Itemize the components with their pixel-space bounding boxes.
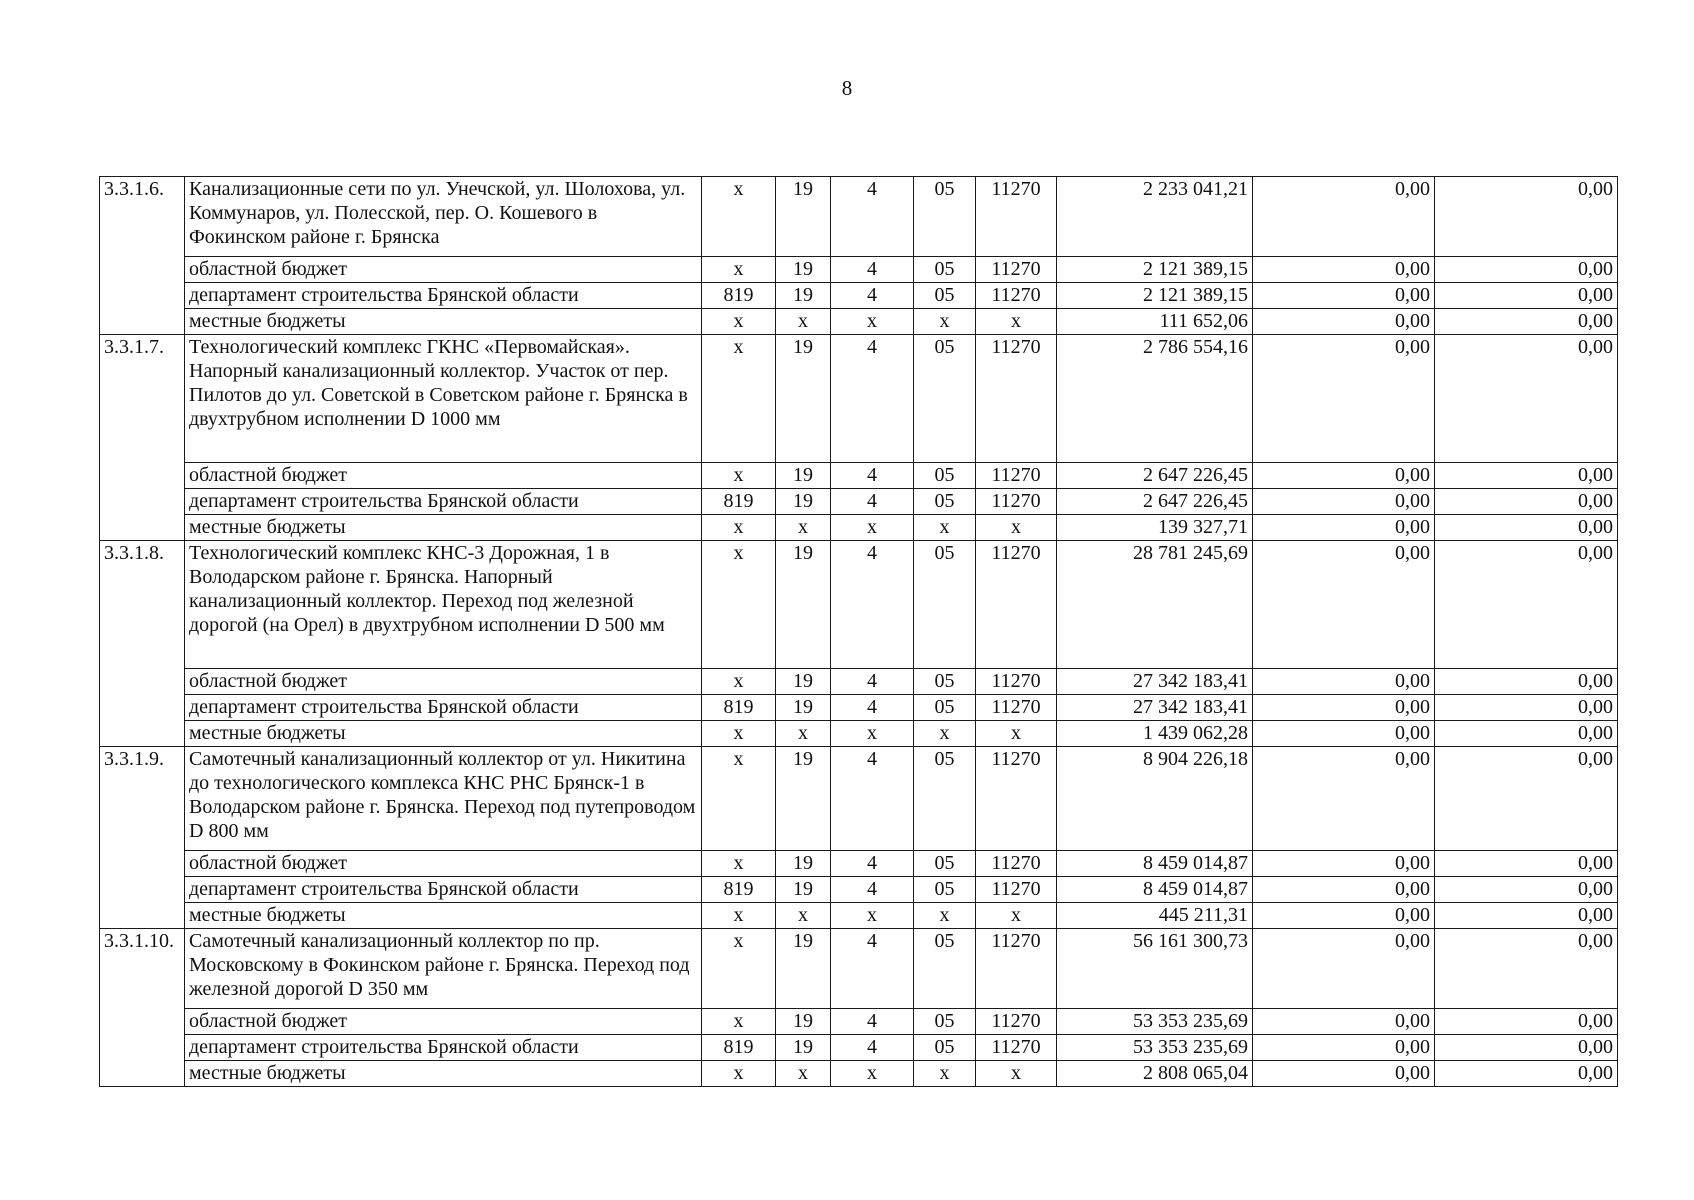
amount-cell: 0,00 — [1253, 929, 1435, 1009]
classification-cell: 4 — [831, 1035, 914, 1061]
amount-cell: 8 459 014,87 — [1057, 851, 1253, 877]
classification-cell: x — [914, 903, 976, 929]
classification-cell: x — [976, 903, 1057, 929]
classification-cell: x — [702, 541, 776, 669]
classification-cell: 05 — [914, 877, 976, 903]
funding-source-name: департамент строительства Брянской области — [185, 877, 702, 903]
table-subrow — [100, 515, 1618, 541]
amount-cell: 0,00 — [1435, 515, 1618, 541]
funding-source-name: областной бюджет — [185, 851, 702, 877]
table-subrow — [100, 1061, 1618, 1087]
classification-cell: 05 — [914, 335, 976, 463]
funding-source-name: областной бюджет — [185, 463, 702, 489]
funding-source-name: департамент строительства Брянской области — [185, 283, 702, 309]
table-subrow — [100, 1035, 1618, 1061]
classification-cell: x — [702, 1009, 776, 1035]
amount-cell: 0,00 — [1435, 541, 1618, 669]
amount-cell: 0,00 — [1435, 669, 1618, 695]
table-body — [100, 177, 1618, 1087]
classification-cell: x — [702, 463, 776, 489]
classification-cell: 4 — [831, 283, 914, 309]
item-code-empty — [100, 903, 185, 929]
classification-cell: 11270 — [976, 851, 1057, 877]
classification-cell: x — [702, 929, 776, 1009]
classification-cell: 11270 — [976, 489, 1057, 515]
classification-cell: 11270 — [976, 929, 1057, 1009]
item-code: 3.3.1.10. — [100, 929, 185, 1009]
classification-cell: 19 — [776, 851, 831, 877]
classification-cell: 11270 — [976, 669, 1057, 695]
amount-cell: 2 121 389,15 — [1057, 257, 1253, 283]
amount-cell: 0,00 — [1435, 283, 1618, 309]
amount-cell: 0,00 — [1435, 747, 1618, 851]
classification-cell: x — [702, 309, 776, 335]
classification-cell: x — [914, 721, 976, 747]
classification-cell: x — [976, 1061, 1057, 1087]
classification-cell: 19 — [776, 669, 831, 695]
table-row — [100, 541, 1618, 669]
table-subrow — [100, 669, 1618, 695]
item-code-empty — [100, 515, 185, 541]
amount-cell: 8 904 226,18 — [1057, 747, 1253, 851]
amount-cell: 0,00 — [1253, 541, 1435, 669]
classification-cell: 11270 — [976, 1009, 1057, 1035]
amount-cell: 2 647 226,45 — [1057, 489, 1253, 515]
classification-cell: 05 — [914, 747, 976, 851]
funding-source-name: департамент строительства Брянской области — [185, 695, 702, 721]
item-code-empty — [100, 309, 185, 335]
classification-cell: 4 — [831, 177, 914, 257]
amount-cell: 0,00 — [1253, 335, 1435, 463]
item-code: 3.3.1.9. — [100, 747, 185, 851]
item-name: Технологический комплекс ГКНС «Первомайская». Напорный канализационный коллектор. Участок от пер. Пилотов до ул. Советской в Советском районе г. Брянска в двухтрубном исполнении D 1000 мм — [185, 335, 702, 463]
funding-source-name: местные бюджеты — [185, 721, 702, 747]
table-subrow — [100, 903, 1618, 929]
classification-cell: x — [702, 177, 776, 257]
classification-cell: x — [776, 309, 831, 335]
classification-cell: x — [976, 721, 1057, 747]
amount-cell: 2 647 226,45 — [1057, 463, 1253, 489]
classification-cell: 19 — [776, 747, 831, 851]
classification-cell: 4 — [831, 541, 914, 669]
classification-cell: 11270 — [976, 283, 1057, 309]
classification-cell: 4 — [831, 335, 914, 463]
item-code-empty — [100, 851, 185, 877]
classification-cell: x — [831, 1061, 914, 1087]
classification-cell: 4 — [831, 877, 914, 903]
classification-cell: x — [831, 309, 914, 335]
amount-cell: 0,00 — [1253, 177, 1435, 257]
classification-cell: 19 — [776, 335, 831, 463]
classification-cell: 11270 — [976, 877, 1057, 903]
classification-cell: 19 — [776, 257, 831, 283]
classification-cell: 4 — [831, 929, 914, 1009]
classification-cell: 19 — [776, 463, 831, 489]
table-row — [100, 929, 1618, 1009]
amount-cell: 28 781 245,69 — [1057, 541, 1253, 669]
funding-source-name: областной бюджет — [185, 257, 702, 283]
amount-cell: 0,00 — [1253, 747, 1435, 851]
funding-source-name: департамент строительства Брянской области — [185, 1035, 702, 1061]
classification-cell: 19 — [776, 695, 831, 721]
amount-cell: 0,00 — [1435, 721, 1618, 747]
amount-cell: 8 459 014,87 — [1057, 877, 1253, 903]
classification-cell: 05 — [914, 283, 976, 309]
amount-cell: 0,00 — [1435, 463, 1618, 489]
table-row — [100, 177, 1618, 257]
classification-cell: 11270 — [976, 177, 1057, 257]
amount-cell: 0,00 — [1253, 463, 1435, 489]
classification-cell: 11270 — [976, 695, 1057, 721]
funding-source-name: местные бюджеты — [185, 309, 702, 335]
classification-cell: x — [914, 515, 976, 541]
amount-cell: 2 808 065,04 — [1057, 1061, 1253, 1087]
item-code-empty — [100, 463, 185, 489]
amount-cell: 0,00 — [1435, 1061, 1618, 1087]
classification-cell: 05 — [914, 929, 976, 1009]
classification-cell: 11270 — [976, 747, 1057, 851]
amount-cell: 53 353 235,69 — [1057, 1035, 1253, 1061]
classification-cell: 05 — [914, 541, 976, 669]
amount-cell: 0,00 — [1435, 177, 1618, 257]
classification-cell: 4 — [831, 669, 914, 695]
classification-cell: 819 — [702, 1035, 776, 1061]
item-code-empty — [100, 877, 185, 903]
item-code-empty — [100, 489, 185, 515]
funding-source-name: местные бюджеты — [185, 1061, 702, 1087]
classification-cell: 819 — [702, 283, 776, 309]
classification-cell: 4 — [831, 851, 914, 877]
item-code-empty — [100, 283, 185, 309]
classification-cell: x — [976, 309, 1057, 335]
classification-cell: 4 — [831, 463, 914, 489]
amount-cell: 0,00 — [1435, 257, 1618, 283]
classification-cell: x — [702, 903, 776, 929]
table-row — [100, 747, 1618, 851]
classification-cell: 4 — [831, 1009, 914, 1035]
classification-cell: 05 — [914, 669, 976, 695]
amount-cell: 0,00 — [1253, 1035, 1435, 1061]
table-subrow — [100, 309, 1618, 335]
classification-cell: 19 — [776, 1009, 831, 1035]
amount-cell: 0,00 — [1253, 669, 1435, 695]
amount-cell: 0,00 — [1435, 1035, 1618, 1061]
amount-cell: 0,00 — [1253, 1061, 1435, 1087]
amount-cell: 0,00 — [1253, 721, 1435, 747]
amount-cell: 0,00 — [1253, 309, 1435, 335]
classification-cell: x — [702, 851, 776, 877]
table-subrow — [100, 721, 1618, 747]
amount-cell: 56 161 300,73 — [1057, 929, 1253, 1009]
amount-cell: 111 652,06 — [1057, 309, 1253, 335]
amount-cell: 27 342 183,41 — [1057, 669, 1253, 695]
classification-cell: 19 — [776, 177, 831, 257]
amount-cell: 0,00 — [1435, 903, 1618, 929]
budget-table — [99, 176, 1618, 1087]
classification-cell: 05 — [914, 463, 976, 489]
classification-cell: 05 — [914, 489, 976, 515]
amount-cell: 53 353 235,69 — [1057, 1009, 1253, 1035]
item-code-empty — [100, 257, 185, 283]
table-subrow — [100, 695, 1618, 721]
amount-cell: 0,00 — [1253, 877, 1435, 903]
classification-cell: 4 — [831, 489, 914, 515]
amount-cell: 2 233 041,21 — [1057, 177, 1253, 257]
amount-cell: 0,00 — [1435, 1009, 1618, 1035]
amount-cell: 0,00 — [1435, 695, 1618, 721]
item-code-empty — [100, 695, 185, 721]
classification-cell: x — [776, 903, 831, 929]
amount-cell: 0,00 — [1435, 309, 1618, 335]
amount-cell: 139 327,71 — [1057, 515, 1253, 541]
table-row — [100, 335, 1618, 463]
classification-cell: x — [702, 257, 776, 283]
amount-cell: 0,00 — [1253, 515, 1435, 541]
classification-cell: x — [976, 515, 1057, 541]
classification-cell: x — [702, 335, 776, 463]
item-code: 3.3.1.6. — [100, 177, 185, 257]
classification-cell: 4 — [831, 747, 914, 851]
amount-cell: 0,00 — [1435, 851, 1618, 877]
amount-cell: 2 786 554,16 — [1057, 335, 1253, 463]
classification-cell: x — [831, 721, 914, 747]
amount-cell: 0,00 — [1253, 903, 1435, 929]
amount-cell: 2 121 389,15 — [1057, 283, 1253, 309]
classification-cell: 19 — [776, 877, 831, 903]
classification-cell: x — [914, 1061, 976, 1087]
classification-cell: 4 — [831, 257, 914, 283]
classification-cell: 05 — [914, 695, 976, 721]
amount-cell: 1 439 062,28 — [1057, 721, 1253, 747]
classification-cell: x — [831, 903, 914, 929]
item-name: Самотечный канализационный коллектор от ул. Никитина до технологического комплекса КНС РНС Брянск-1 в Володарском районе г. Брянска. Переход под путепроводом D 800 мм — [185, 747, 702, 851]
amount-cell: 0,00 — [1253, 851, 1435, 877]
item-code-empty — [100, 721, 185, 747]
classification-cell: x — [914, 309, 976, 335]
funding-source-name: областной бюджет — [185, 669, 702, 695]
classification-cell: 819 — [702, 695, 776, 721]
classification-cell: 819 — [702, 877, 776, 903]
classification-cell: x — [831, 515, 914, 541]
item-code: 3.3.1.7. — [100, 335, 185, 463]
table-subrow — [100, 1009, 1618, 1035]
classification-cell: 19 — [776, 1035, 831, 1061]
amount-cell: 0,00 — [1435, 929, 1618, 1009]
amount-cell: 0,00 — [1435, 335, 1618, 463]
table-subrow — [100, 283, 1618, 309]
amount-cell: 0,00 — [1253, 1009, 1435, 1035]
amount-cell: 0,00 — [1253, 489, 1435, 515]
classification-cell: x — [776, 515, 831, 541]
classification-cell: x — [702, 747, 776, 851]
item-name: Технологический комплекс КНС-3 Дорожная, 1 в Володарском районе г. Брянска. Напорный канализационный коллектор. Переход под железной дорогой (на Орел) в двухтрубном исполнении D 500 мм — [185, 541, 702, 669]
amount-cell: 0,00 — [1435, 877, 1618, 903]
item-code-empty — [100, 1061, 185, 1087]
classification-cell: 4 — [831, 695, 914, 721]
amount-cell: 445 211,31 — [1057, 903, 1253, 929]
amount-cell: 0,00 — [1253, 695, 1435, 721]
item-code-empty — [100, 1009, 185, 1035]
item-name: Самотечный канализационный коллектор по пр. Московскому в Фокинском районе г. Брянска. Переход под железной дорогой D 350 мм — [185, 929, 702, 1009]
classification-cell: 05 — [914, 177, 976, 257]
classification-cell: 19 — [776, 541, 831, 669]
item-code-empty — [100, 669, 185, 695]
funding-source-name: местные бюджеты — [185, 903, 702, 929]
item-name: Канализационные сети по ул. Унечской, ул. Шолохова, ул. Коммунаров, ул. Полесской, пер. О. Кошевого в Фокинском районе г. Брянска — [185, 177, 702, 257]
table-subrow — [100, 463, 1618, 489]
classification-cell: x — [702, 669, 776, 695]
classification-cell: x — [702, 1061, 776, 1087]
funding-source-name: областной бюджет — [185, 1009, 702, 1035]
classification-cell: 05 — [914, 1035, 976, 1061]
classification-cell: x — [776, 721, 831, 747]
classification-cell: 11270 — [976, 541, 1057, 669]
funding-source-name: департамент строительства Брянской области — [185, 489, 702, 515]
classification-cell: x — [776, 1061, 831, 1087]
amount-cell: 0,00 — [1435, 489, 1618, 515]
classification-cell: 11270 — [976, 1035, 1057, 1061]
amount-cell: 0,00 — [1253, 257, 1435, 283]
page-number: 8 — [841, 76, 853, 100]
classification-cell: 11270 — [976, 257, 1057, 283]
classification-cell: 19 — [776, 489, 831, 515]
classification-cell: 11270 — [976, 335, 1057, 463]
amount-cell: 0,00 — [1253, 283, 1435, 309]
classification-cell: 11270 — [976, 463, 1057, 489]
classification-cell: 05 — [914, 1009, 976, 1035]
item-code: 3.3.1.8. — [100, 541, 185, 669]
classification-cell: 819 — [702, 489, 776, 515]
classification-cell: 05 — [914, 851, 976, 877]
table-subrow — [100, 877, 1618, 903]
table-subrow — [100, 851, 1618, 877]
classification-cell: 19 — [776, 929, 831, 1009]
classification-cell: x — [702, 721, 776, 747]
classification-cell: x — [702, 515, 776, 541]
table-subrow — [100, 257, 1618, 283]
funding-source-name: местные бюджеты — [185, 515, 702, 541]
amount-cell: 27 342 183,41 — [1057, 695, 1253, 721]
classification-cell: 05 — [914, 257, 976, 283]
table-subrow — [100, 489, 1618, 515]
classification-cell: 19 — [776, 283, 831, 309]
item-code-empty — [100, 1035, 185, 1061]
